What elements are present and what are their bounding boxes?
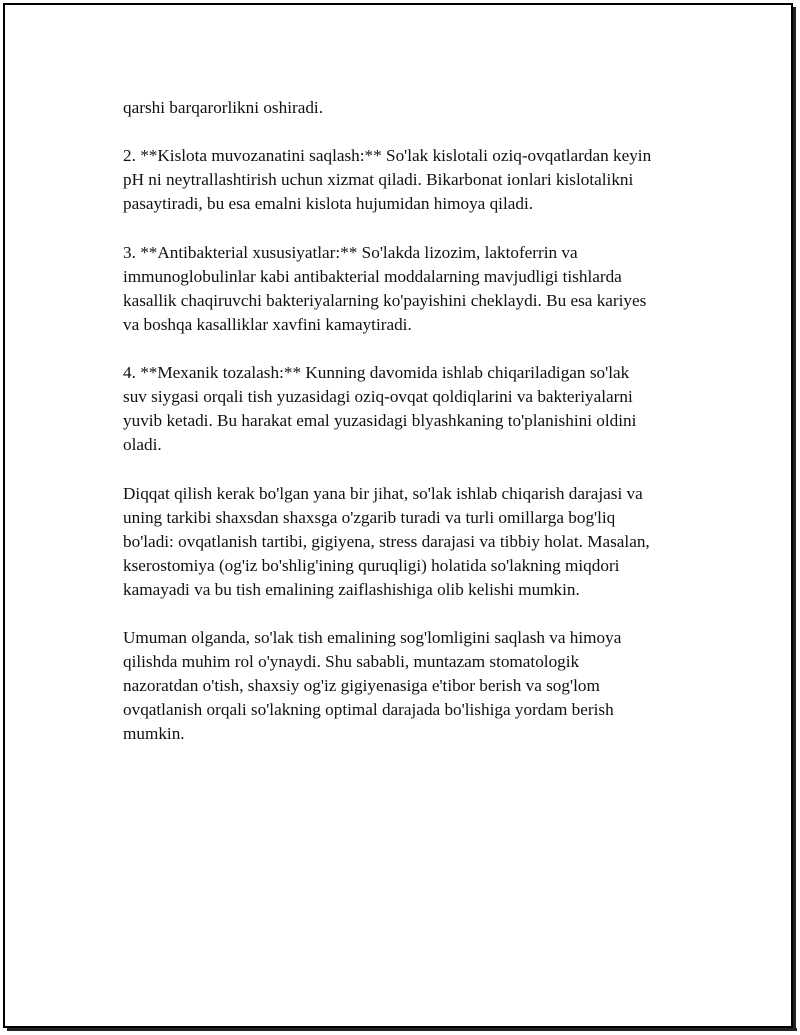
document-page [3,3,793,1028]
paragraph-conclusion: Umuman olganda, so'lak tish emalining sog'lomligini saqlash va himoya qilishda muhim rol o'ynaydi. Shu sababli, muntazam stomatologik nazoratdan o'tish, shaxsiy og'iz gigiyenasiga e'tibor berish va sog'lom ovqatlanish orqali so'lakning optimal darajada bo'lishiga yordam berish mumkin. [123,628,622,744]
paragraph-mechanical-cleaning: 4. **Mexanik tozalash:** Kunning davomida ishlab chiqariladigan so'lak suv siygasi orqali tish yuzasidagi oziq-ovqat qoldiqlarini va bakteriyalarni yuvib ketadi. Bu harakat emal yuzasidagi blyashkaning to'planishini oldini oladi. [123,363,637,455]
paragraph-continuation: qarshi barqarorlikni oshiradi. [123,98,323,117]
paragraph-individual-variation: Diqqat qilish kerak bo'lgan yana bir jihat, so'lak ishlab chiqarish darajasi va uning tarkibi shaxsdan shaxsga o'zgarib turadi va turli omillarga bog'liq bo'ladi: ovqatlanish tartibi, gigiyena, stress darajasi va tibbiy holat. Masalan, kserostomiya (og'iz bo'shlig'ining quruqligi) holatida so'lakning miqdori kamayadi va bu tish emalining zaiflashishiga olib kelishi mumkin. [123,483,650,599]
paragraph-acid-balance: 2. **Kislota muvozanatini saqlash:** So'lak kislotali oziq-ovqatlardan keyin pH ni neytrallashtirish uchun xizmat qiladi. Bikarbonat ionlari kislotalikni pasaytiradi, bu esa emalni kislota hujumidan himoya qiladi. [123,146,652,214]
paragraph-antibacterial: 3. **Antibakterial xususiyatlar:** So'lakda lizozim, laktoferrin va immunoglobulinlar kabi antibakterial moddalarning mavjudligi tishlarda kasallik chaqiruvchi bakteriyalarning ko'payishini cheklaydi. Bu esa kariyes va boshqa kasalliklar xavfini kamaytiradi. [123,242,647,334]
document-text-body [123,96,698,771]
